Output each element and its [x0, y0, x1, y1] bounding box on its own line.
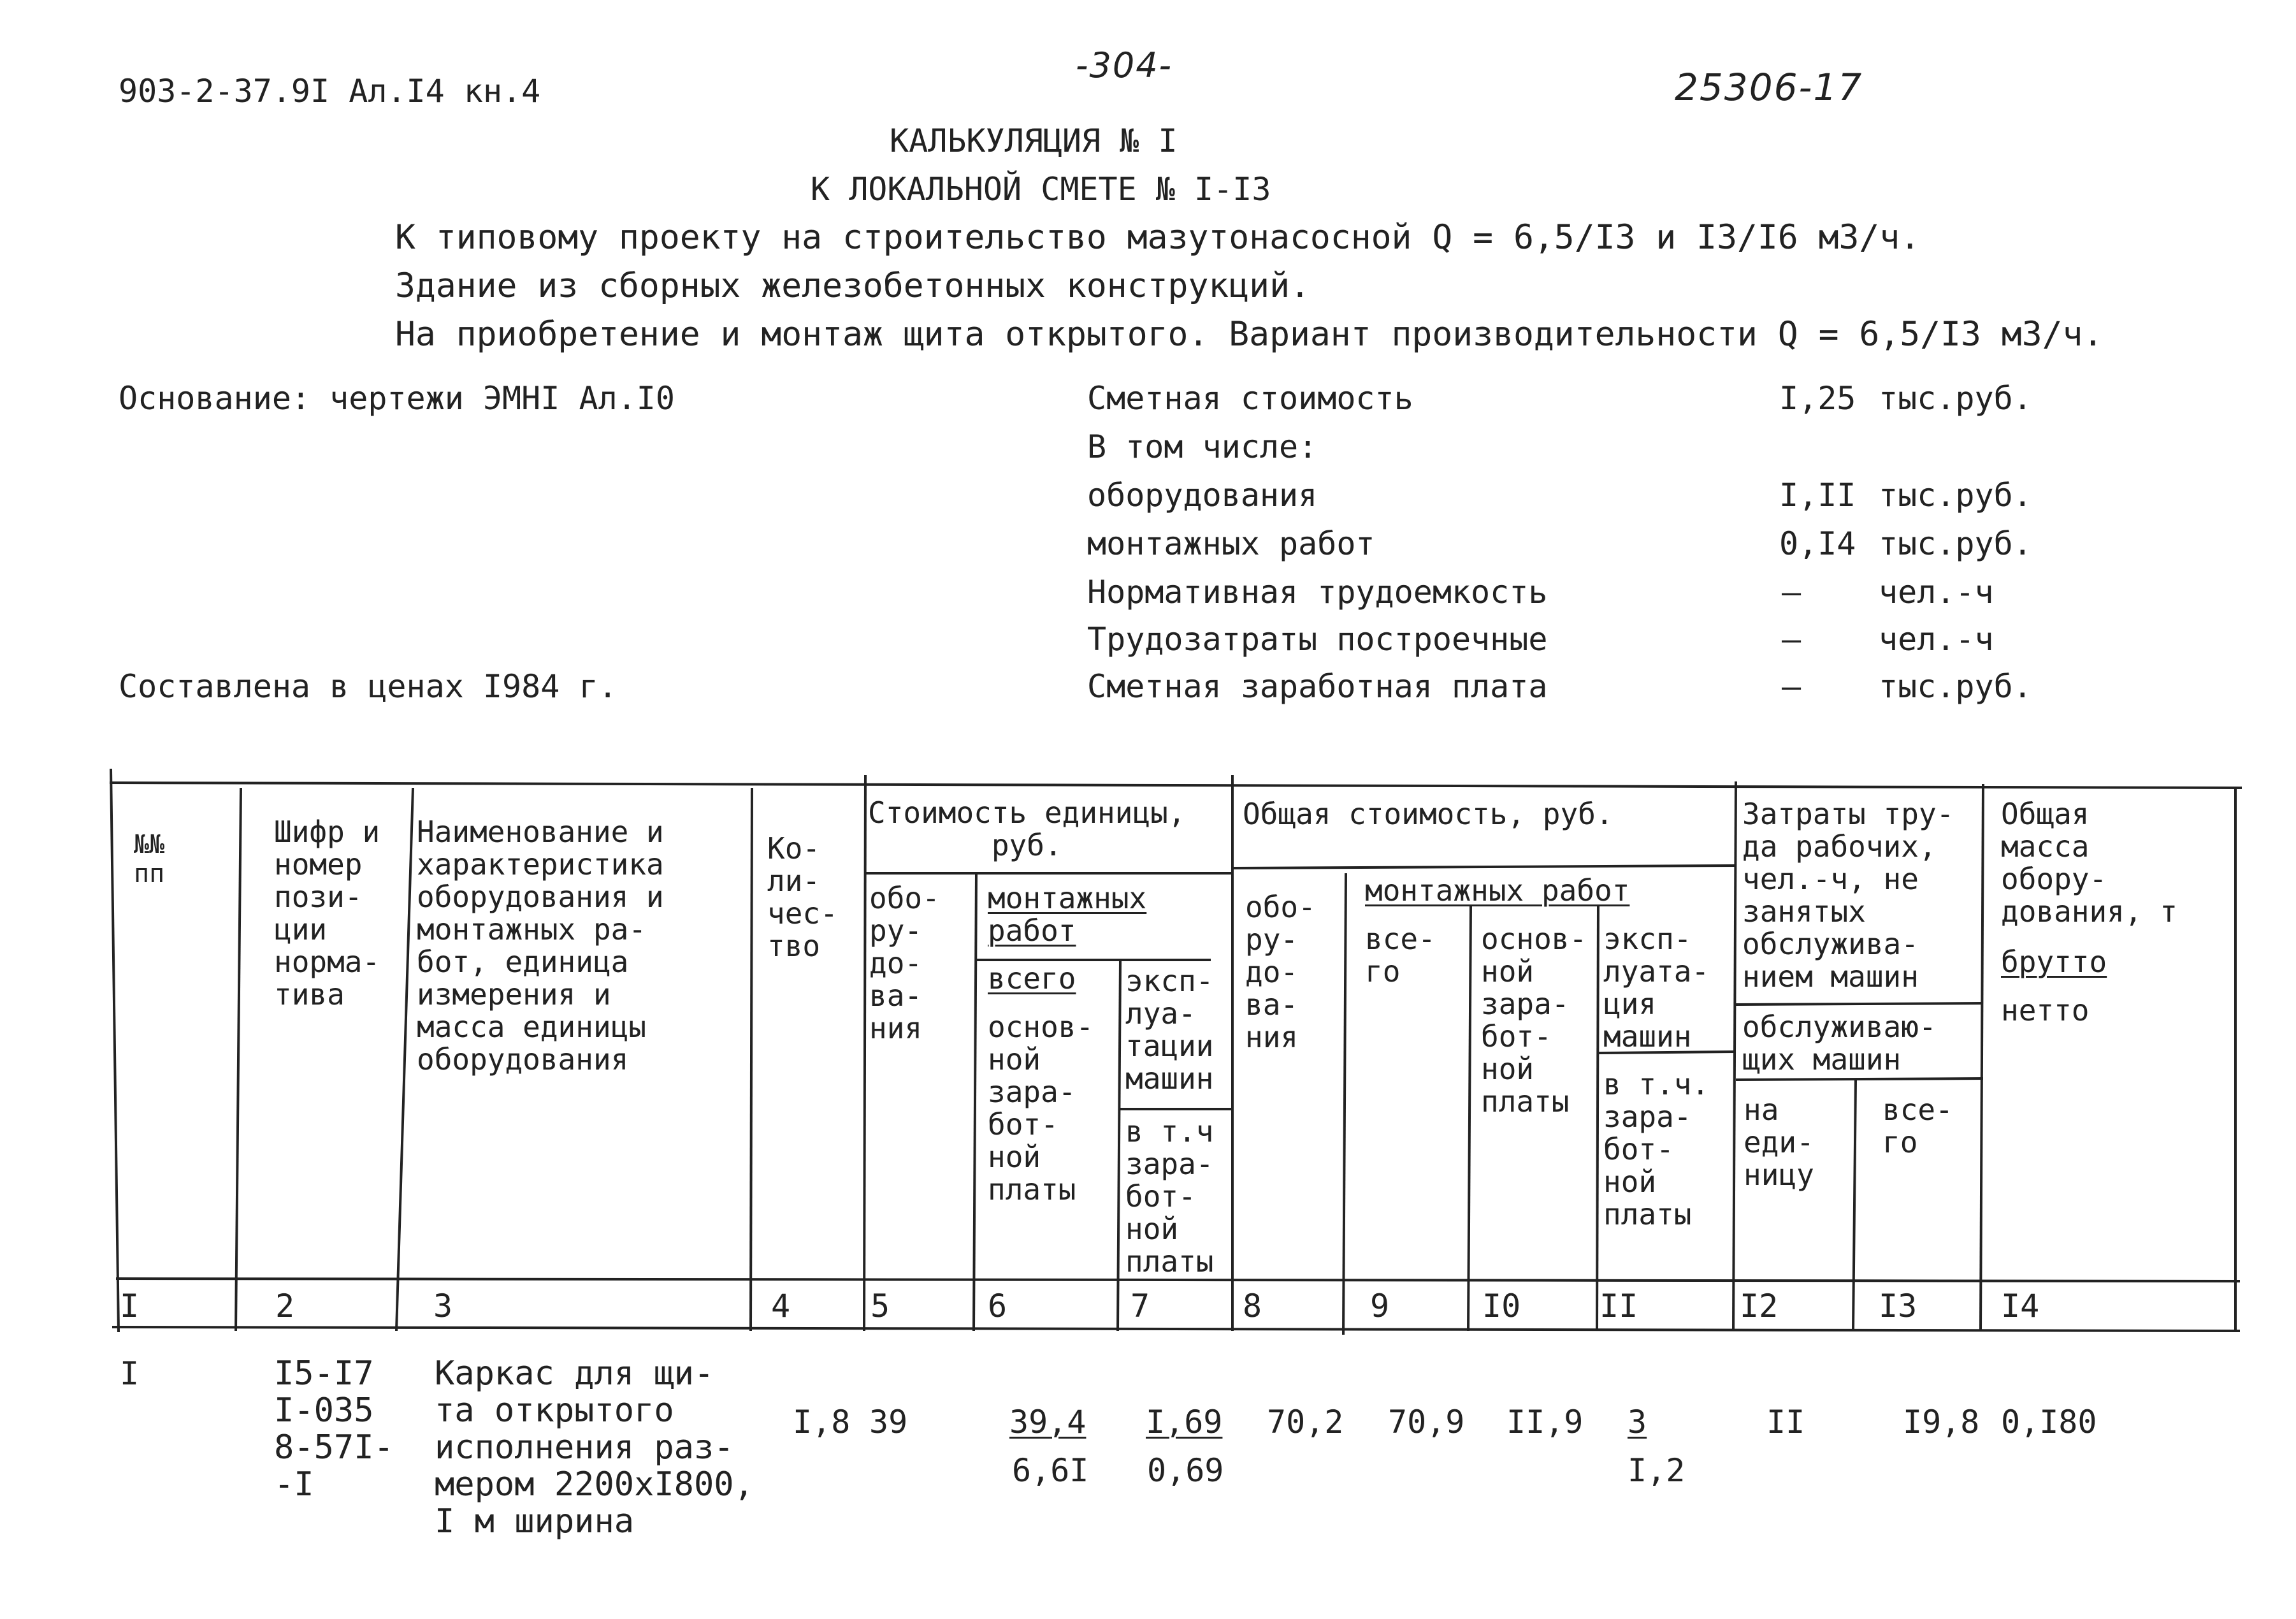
- column-number: I0: [1482, 1288, 1521, 1325]
- header-code: Шифр и номер пози- ции норма- тива: [274, 815, 380, 1012]
- row-unit-base-wage: 6,6I: [1012, 1452, 1089, 1489]
- column-number: I3: [1879, 1288, 1917, 1325]
- column-number: 7: [1130, 1288, 1150, 1325]
- row-total-mount: 70,9: [1388, 1404, 1465, 1441]
- summary-unit-mounting: тыс.руб.: [1879, 525, 2032, 562]
- column-number: 5: [870, 1288, 890, 1325]
- row-total-equipment: 70,2: [1267, 1404, 1344, 1441]
- row-labor-per-unit: II: [1766, 1404, 1805, 1441]
- column-number: I4: [2001, 1288, 2040, 1325]
- header-row-number: №№ пп: [134, 830, 165, 889]
- column-number: 4: [771, 1288, 791, 1325]
- header-labor-per-unit: на еди- ницу: [1744, 1093, 1814, 1192]
- column-number: II: [1599, 1288, 1638, 1325]
- summary-label-estimated-cost: Сметная стоимость: [1087, 380, 1413, 417]
- header-total-mount-group: монтажных работ: [1365, 873, 1630, 908]
- header-total-cost-group: Общая стоимость, руб.: [1243, 797, 1614, 831]
- document-code: 903-2-37.9I Ал.I4 кн.4: [119, 73, 541, 110]
- summary-label-including: В том числе:: [1087, 428, 1318, 465]
- header-labor-group: Затраты тру- да рабочих, чел.-ч, не занятых обслужива- нием машин: [1742, 797, 1954, 994]
- description-line-1: К типовому проекту на строительство мазутонасосной Q = 6,5/I3 и I3/I6 м3/ч.: [395, 218, 1921, 257]
- row-total-base-wage: II,9: [1506, 1404, 1584, 1441]
- grid-numbers-bottom-line: [112, 1327, 2240, 1331]
- prices-year-text: Составлена в ценах I984 г.: [119, 668, 617, 705]
- summary-value-labor-norm: –: [1782, 574, 1801, 611]
- column-number: 8: [1243, 1288, 1262, 1325]
- column-number: 9: [1370, 1288, 1390, 1325]
- header-labor-service: обслуживаю- щих машин: [1742, 1010, 1937, 1077]
- summary-label-labor-norm: Нормативная трудоемкость: [1087, 574, 1548, 611]
- header-total-machine-wage: в т.ч. зара- бот- ной платы: [1603, 1067, 1710, 1231]
- row-quantity: I,8: [793, 1404, 851, 1441]
- header-unit-cost-group: Стоимость единицы, руб.: [868, 795, 1186, 862]
- grid-top-line: [110, 783, 2242, 788]
- header-total-equipment: обо- ру- до- ва- ния: [1245, 890, 1316, 1054]
- header-name: Наименование и характеристика оборудования и монтажных ра- бот, единица измерения и масса единицы оборудования: [417, 815, 664, 1077]
- header-unit-equipment: обо- ру- до- ва- ния: [869, 881, 940, 1045]
- summary-value-mounting: 0,I4: [1779, 525, 1856, 562]
- row-unit-machine-wage: 0,69: [1147, 1452, 1224, 1489]
- row-unit-equipment: 39: [869, 1404, 908, 1441]
- header-unit-mount-total: всего: [988, 961, 1076, 996]
- column-number: I2: [1740, 1288, 1779, 1325]
- header-total-base-wage: основ- ной зара- бот- ной платы: [1481, 922, 1587, 1119]
- summary-label-labor-site: Трудозатраты построечные: [1087, 621, 1548, 658]
- row-name: Каркас для щи- та открытого исполнения раз- мером 2200хI800, I м ширина: [435, 1354, 754, 1541]
- column-number: 2: [275, 1288, 295, 1325]
- summary-label-mounting: монтажных работ: [1087, 525, 1375, 562]
- basis-text: Основание: чертежи ЭМНI Ал.I0: [119, 380, 675, 417]
- column-number: 6: [988, 1288, 1007, 1325]
- column-number: 3: [433, 1288, 453, 1325]
- header-mass-group: Общая масса обору- дования, т: [2001, 797, 2177, 929]
- row-code: I5-I7 I-035 8-57I- -I: [274, 1354, 394, 1504]
- header-unit-mount-base-wage: основ- ной зара- бот- ной платы: [988, 1010, 1094, 1207]
- row-mass: 0,I80: [2001, 1404, 2097, 1441]
- row-total-machine: 3: [1628, 1404, 1647, 1441]
- header-unit-mount-group: монтажных работ: [988, 881, 1147, 948]
- summary-unit-labor-norm: чел.-ч: [1879, 574, 1994, 611]
- title-line-2: К ЛОКАЛЬНОЙ СМЕТЕ № I-I3: [811, 171, 1271, 208]
- header-labor-total: все- го: [1882, 1093, 1953, 1159]
- summary-unit-equipment: тыс.руб.: [1879, 477, 2032, 514]
- header-unit-machine: эксп- луа- тации машин: [1125, 964, 1214, 1096]
- summary-unit-labor-site: чел.-ч: [1879, 621, 1994, 658]
- row-total-machine-wage: I,2: [1628, 1452, 1686, 1489]
- page-number: -304-: [1076, 45, 1173, 85]
- row-number: I: [120, 1355, 140, 1392]
- header-unit-machine-wage: в т.ч зара- бот- ной платы: [1125, 1114, 1214, 1279]
- header-quantity: Ко- ли- чес- тво: [767, 831, 838, 963]
- summary-label-wages: Сметная заработная плата: [1087, 668, 1548, 705]
- summary-unit-estimated-cost: тыс.руб.: [1879, 380, 2032, 417]
- summary-value-wages: –: [1782, 668, 1801, 705]
- header-mass-gross: брутто: [2001, 945, 2107, 979]
- summary-label-equipment: оборудования: [1087, 477, 1318, 514]
- header-total-machine: эксп- луата- ция машин: [1603, 922, 1710, 1054]
- summary-value-labor-site: –: [1782, 621, 1801, 658]
- grid-left-border: [111, 769, 119, 1332]
- summary-value-equipment: I,II: [1779, 477, 1856, 514]
- stamp-number: 25306-17: [1675, 66, 1863, 109]
- title-line-1: КАЛЬКУЛЯЦИЯ № I: [890, 122, 1178, 159]
- row-unit-mount-total: 39,4: [1009, 1404, 1087, 1441]
- row-unit-machine: I,69: [1146, 1404, 1223, 1441]
- description-line-2: Здание из сборных железобетонных конструкций.: [395, 266, 1310, 305]
- row-labor-total: I9,8: [1903, 1404, 1980, 1441]
- summary-unit-wages: тыс.руб.: [1879, 668, 2032, 705]
- grid-header-bottom-line: [116, 1279, 2240, 1281]
- header-total-mount-all: все- го: [1365, 922, 1436, 989]
- column-number: I: [120, 1288, 140, 1325]
- header-mass-net: нетто: [2001, 993, 2090, 1027]
- summary-value-estimated-cost: I,25: [1779, 380, 1856, 417]
- description-line-3: На приобретение и монтаж щита открытого. Вариант производительности Q = 6,5/I3 м3/ч.: [395, 315, 2104, 354]
